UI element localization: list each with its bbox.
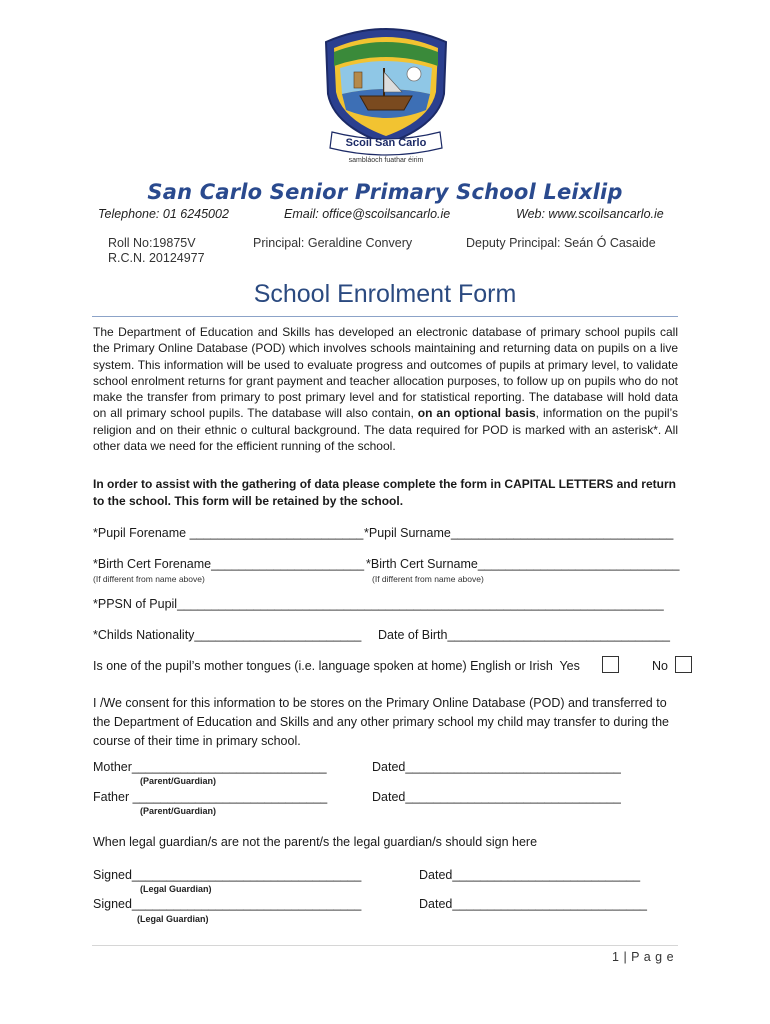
page-number: 1	[612, 950, 620, 964]
deputy-principal-name: Deputy Principal: Seán Ó Casaide	[466, 236, 656, 250]
pupil-surname-field[interactable]: *Pupil Surname________________________________	[364, 526, 674, 540]
principal-name: Principal: Geraldine Convery	[253, 236, 413, 250]
nationality-field[interactable]: *Childs Nationality________________________	[93, 628, 362, 642]
birth-cert-forename-note: (If different from name above)	[93, 574, 205, 584]
mother-dated-field[interactable]: Dated_______________________________	[372, 760, 621, 774]
crest-subtext: sambláoch fuathar éirim	[348, 157, 424, 164]
legal-guardian-label-1: (Legal Guardian)	[140, 884, 212, 894]
rcn-number: R.C.N. 20124977	[108, 251, 205, 265]
page-label: | P a g e	[623, 950, 675, 964]
mother-tongue-yes-checkbox[interactable]	[602, 656, 619, 673]
title-divider	[92, 316, 678, 317]
legal-guardian-dated-2[interactable]: Dated____________________________	[419, 897, 648, 911]
mother-parent-guardian-label: (Parent/Guardian)	[140, 776, 217, 786]
footer-divider	[92, 945, 678, 946]
consent-paragraph: I /We consent for this information to be stores on the Primary Online Database (POD) and transferred to the Department of Education and Skills and any other primary school my child may transfer to during the course of their time in primary school.	[93, 696, 669, 748]
intro-paragraph	[93, 324, 678, 454]
legal-guardian-dated-1[interactable]: Dated___________________________	[419, 868, 641, 882]
date-of-birth-field[interactable]: Date of Birth________________________________	[378, 628, 670, 642]
mother-tongue-no-label: No	[652, 659, 668, 673]
father-signature-field[interactable]: Father ____________________________	[93, 790, 328, 804]
mother-tongue-question: Is one of the pupil’s mother tongues (i.e. language spoken at home) English or Irish Yes	[93, 659, 580, 673]
mother-signature-field[interactable]: Mother____________________________	[93, 760, 327, 774]
legal-guardian-label-2: (Legal Guardian)	[137, 914, 209, 924]
pupil-forename-field[interactable]: *Pupil Forename _________________________	[93, 526, 364, 540]
legal-guardian-signature-2[interactable]: Signed_________________________________	[93, 897, 362, 911]
ppsn-field[interactable]: *PPSN of Pupil______________________________________________________________________	[93, 597, 664, 611]
school-name: San Carlo Senior Primary School Leixlip	[147, 180, 623, 204]
legal-guardian-signature-1[interactable]: Signed_________________________________	[93, 868, 362, 882]
intro-text-2: , information on the pupil’s religion and on their ethnic o cultural background. The data required for POD is marked with an asterisk*. All other data we need for the efficient running of the school.	[93, 406, 679, 454]
birth-cert-forename-field[interactable]: *Birth Cert Forename______________________	[93, 557, 365, 571]
page-number-footer	[612, 950, 674, 964]
form-title: School Enrolment Form	[253, 280, 517, 308]
crest-motto: Scoil San Carlo	[345, 137, 427, 149]
father-parent-guardian-label: (Parent/Guardian)	[140, 806, 217, 816]
mother-tongue-no-checkbox[interactable]	[675, 656, 692, 673]
birth-cert-surname-field[interactable]: *Birth Cert Surname_____________________________	[366, 557, 680, 571]
roll-number: Roll No:19875V	[108, 236, 196, 250]
school-crest-logo	[318, 22, 454, 164]
legal-guardian-note: When legal guardian/s are not the parent/s the legal guardian/s should sign here	[93, 835, 538, 849]
school-telephone: Telephone: 01 6245002	[98, 207, 229, 221]
school-website: Web: www.scoilsancarlo.ie	[516, 207, 664, 221]
birth-cert-surname-note: (If different from name above)	[372, 574, 484, 584]
intro-text-bold: on an optional basis	[417, 406, 536, 421]
instruction-paragraph: In order to assist with the gathering of data please complete the form in CAPITAL LETTERS and return to the school. This form will be retained by the school.	[93, 477, 676, 508]
father-dated-field[interactable]: Dated_______________________________	[372, 790, 621, 804]
school-email: Email: office@scoilsancarlo.ie	[284, 207, 451, 221]
intro-text-1: The Department of Education and Skills has developed an electronic database of primary school pupils call the Primary Online Database (POD) which involves schools maintaining and returning data on pupils on a live system. This information will be used to evaluate progress and outcomes of pupils at primary level, to validate school enrolment returns for grant payment and teacher allocation purposes, to follow up on pupils who do not make the transfer from primary to post primary level and for statistical reporting. The database will hold data on all primary school pupils. The database will also contain,	[93, 325, 678, 421]
